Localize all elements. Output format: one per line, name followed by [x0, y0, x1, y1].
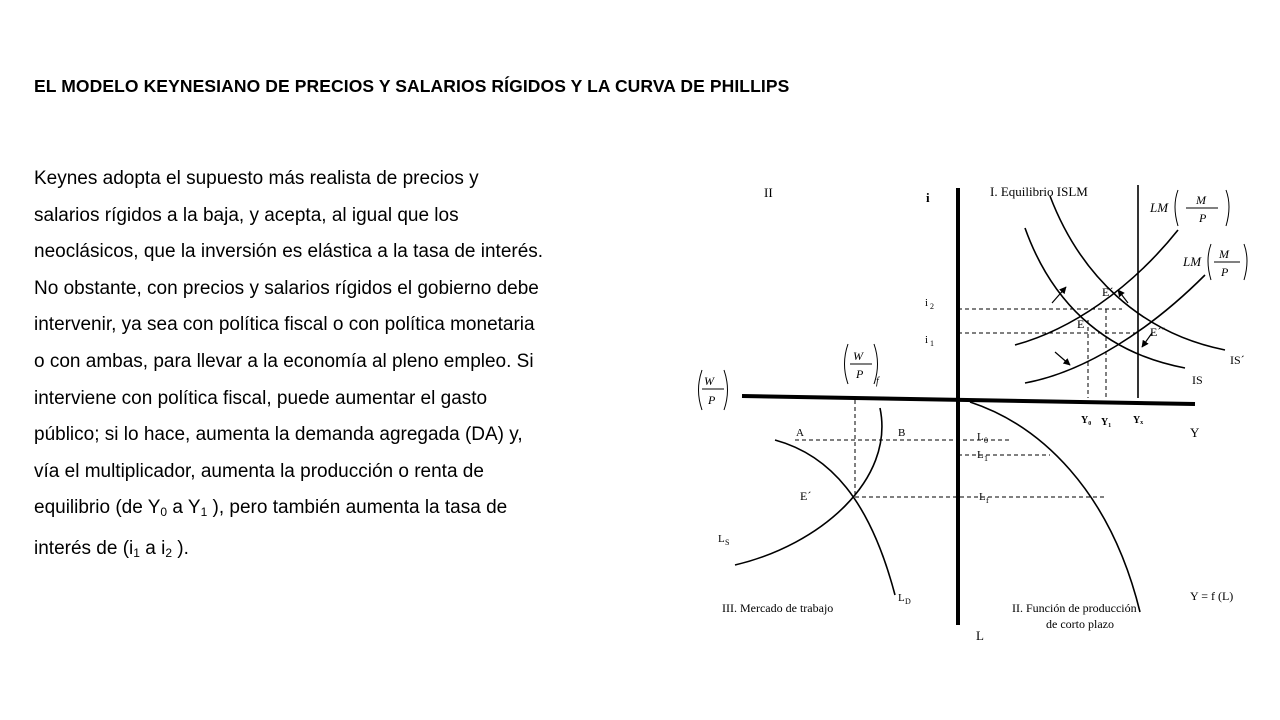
lm-prime-m-label: M — [1219, 247, 1229, 261]
paragraph-line: salarios rígidos a la baja, y acepta, al igual que los — [34, 204, 459, 226]
subscript: 0 — [160, 505, 168, 520]
quadrant-i-label: I. Equilibrio ISLM — [990, 184, 1088, 199]
ls-sub: S — [725, 538, 730, 547]
yf-label: Yₓ — [1133, 415, 1144, 426]
shift-arrow — [1055, 352, 1070, 365]
labor-demand-curve — [735, 408, 882, 565]
text-run: ), pero también aumenta la tasa de — [207, 497, 508, 519]
quadrant-ii-prod-label-2: de corto plazo — [1046, 617, 1114, 631]
paragraph-line: público; si lo hace, aumenta la demanda agregada (DA) y, — [34, 424, 523, 446]
shift-arrow — [1052, 287, 1066, 303]
axis-i-label: i — [926, 190, 930, 205]
paragraph-line: interviene con política fiscal, puede aumentar el gasto — [34, 387, 488, 409]
paragraph-line: neoclásicos, que la inversión es elástica a la tasa de interés. — [34, 241, 544, 263]
i2-label: i — [925, 297, 929, 309]
ld-sub: D — [905, 597, 911, 606]
text-run: a Y — [167, 497, 201, 519]
paragraph-line — [34, 531, 684, 572]
i1-sub: 1 — [930, 339, 934, 348]
y0-label: Y₀ — [1081, 415, 1092, 426]
production-function-label: Y = f (L) — [1190, 589, 1234, 603]
ld-label: L — [898, 592, 905, 604]
lm-label: LM — [1150, 200, 1169, 215]
lm-prime-label: LM — [1183, 254, 1202, 269]
e-label: E — [1077, 317, 1085, 331]
axis-l-label: L — [976, 628, 984, 643]
ls-label: L — [718, 533, 725, 545]
quadrant-iii-label: III. Mercado de trabajo — [722, 601, 834, 615]
wpf-f-label: f — [876, 376, 879, 387]
paragraph-line: intervenir, ya sea con política fiscal o con política monetaria — [34, 314, 535, 336]
lf-sub: f — [986, 496, 989, 505]
labor-supply-curve — [775, 440, 895, 595]
paragraph-line: o con ambas, para llevar a la economía al pleno empleo. Si — [34, 350, 534, 372]
wpf-w-label: W — [853, 349, 863, 363]
page-title: EL MODELO KEYNESIANO DE PRECIOS Y SALARIOS RÍGIDOS Y LA CURVA DE PHILLIPS — [34, 76, 790, 96]
paragraph-line: vía el multiplicador, aumenta la producción o renta de — [34, 460, 484, 482]
i2-sub: 2 — [930, 302, 934, 311]
a-label: A — [796, 427, 804, 439]
y1-label: Y₁ — [1101, 417, 1112, 428]
subscript: 1 — [133, 545, 140, 560]
subscript: 1 — [200, 505, 208, 520]
is-prime-label: IS´ — [1230, 353, 1245, 367]
subscript: 2 — [165, 545, 173, 560]
e-prime-label: E´ — [1102, 285, 1114, 299]
wp-p-label: P — [708, 393, 716, 407]
paragraph-line: Keynes adopta el supuesto más realista de precios y — [34, 168, 479, 189]
text-run: a i — [139, 537, 166, 559]
lm-m-label: M — [1196, 193, 1206, 207]
is-label: IS — [1192, 373, 1203, 387]
l0-label: L — [977, 431, 984, 443]
text-run: equilibrio (de Y — [34, 497, 161, 519]
keynesian-diagram — [690, 160, 1250, 660]
wp-w-label: W — [704, 374, 714, 388]
l0-sub: 0 — [984, 436, 988, 445]
axis-y-label: Y — [1190, 425, 1200, 440]
paragraph-line — [34, 490, 684, 531]
lm-prime-p-label: P — [1221, 265, 1229, 279]
b-label: B — [898, 427, 906, 439]
body-paragraph — [34, 161, 684, 572]
production-function-curve — [970, 402, 1140, 612]
l1-sub: 1 — [984, 454, 988, 463]
lm-p-label: P — [1199, 211, 1207, 225]
horizontal-axis — [742, 396, 1195, 404]
i1-label: i — [925, 334, 929, 346]
wpf-p-label: P — [856, 367, 864, 381]
text-run: ). — [172, 537, 189, 559]
e-dprime-label: E´´ — [1150, 325, 1166, 339]
quadrant-ii-label: II — [764, 185, 773, 200]
quadrant-ii-prod-label: II. Función de producción — [1012, 601, 1137, 615]
text-run: interés de (i — [34, 537, 134, 559]
l1-label: L — [977, 449, 984, 461]
lf-label: L — [979, 491, 986, 503]
e3-label: E´ — [800, 489, 812, 503]
paragraph-line: No obstante, con precios y salarios rígidos el gobierno debe — [34, 277, 539, 299]
